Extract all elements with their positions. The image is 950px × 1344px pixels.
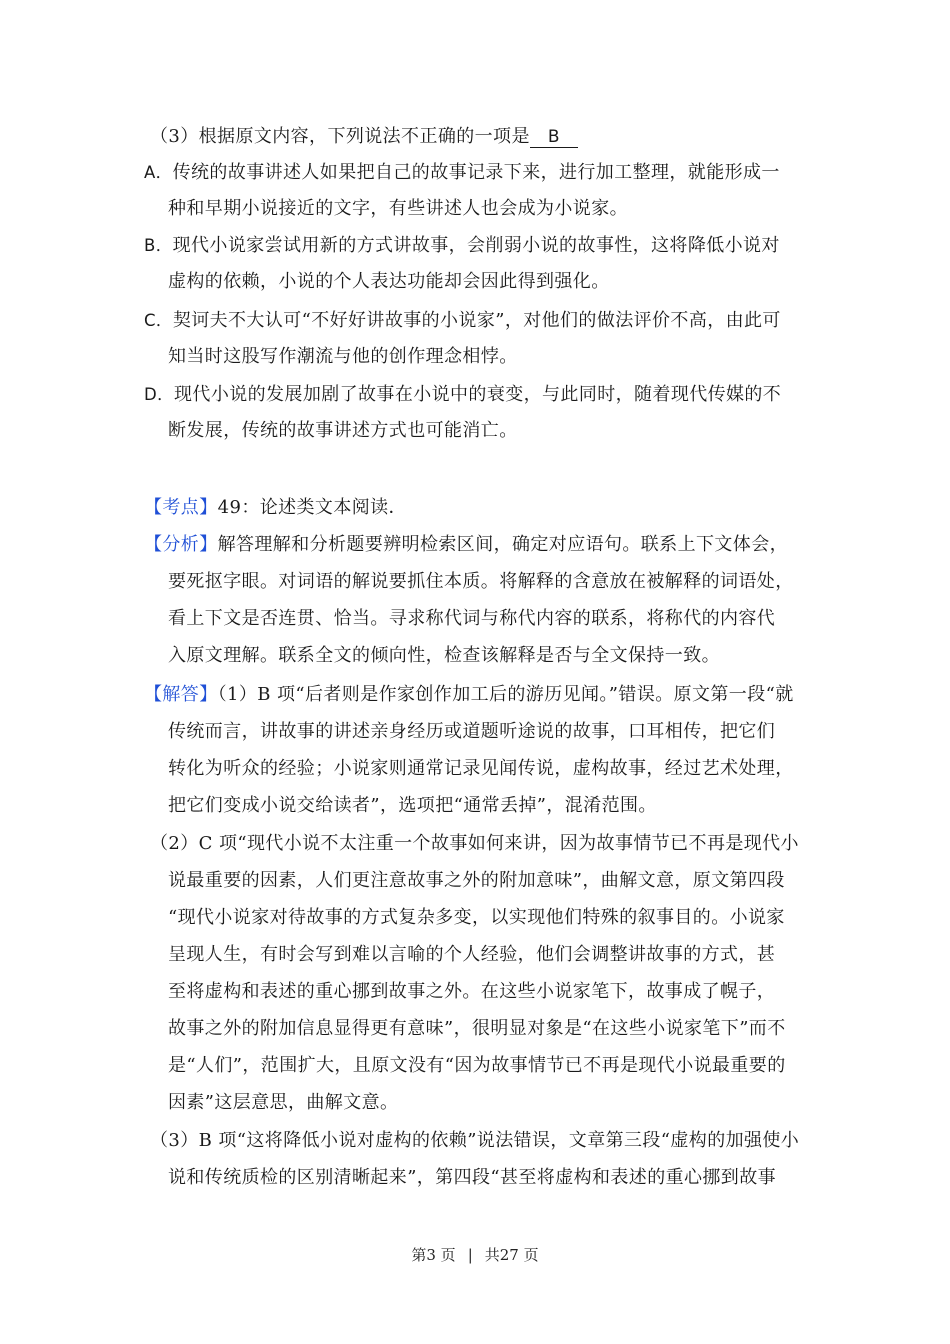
fenxi-line-3: 看上下文是否连贯、恰当。寻求称代词与称代内容的联系，将称代的内容代 <box>168 608 776 629</box>
jieda-tag: 【解答】 <box>144 684 218 705</box>
option-d-line-1: D．现代小说的发展加剧了故事在小说中的衰变，与此同时，随着现代传媒的不 <box>144 384 782 405</box>
option-a-line-2: 种和早期小说接近的文字，有些讲述人也会成为小说家。 <box>168 198 628 219</box>
jieda-p3-line-2: 说和传统质检的区别清晰起来”，第四段“甚至将虚构和表述的重心挪到故事 <box>168 1167 777 1188</box>
jieda-p2-line-3: “现代小说家对待故事的方式复杂多变，以实现他们特殊的叙事目的。小说家 <box>168 907 785 928</box>
fenxi-line-2: 要死抠字眼。对词语的解说要抓住本质。将解释的含意放在被解释的词语处， <box>168 571 794 592</box>
jieda-p2-line-8: 因素”这层意思，曲解文意。 <box>168 1092 399 1113</box>
question-3-stem <box>150 125 578 149</box>
footer-separator: | <box>467 1246 473 1264</box>
option-c-line-1: C．契诃夫不大认可“不好好讲故事的小说家”，对他们的做法评价不高，由此可 <box>144 310 781 331</box>
option-b-line-1: B．现代小说家尝试用新的方式讲故事，会削弱小说的故事性，这将降低小说对 <box>144 235 780 256</box>
option-d-line-2: 断发展，传统的故事讲述方式也可能消亡。 <box>168 420 518 441</box>
kaodian-tag: 【考点】 <box>144 497 218 518</box>
option-b-letter: B． <box>144 236 173 255</box>
option-c-letter: C． <box>144 311 173 330</box>
option-b-line-2: 虚构的依赖，小说的个人表达功能却会因此得到强化。 <box>168 271 610 292</box>
question-3-stem-text: （3）根据原文内容，下列说法不正确的一项是 <box>150 126 530 147</box>
jieda-p3-line-1: （3）B 项“这将降低小说对虚构的依赖”说法错误，文章第三段“虚构的加强使小 <box>150 1130 800 1151</box>
answer-blank: B <box>530 127 578 148</box>
jieda-p1-line-3: 转化为听众的经验；小说家则通常记录见闻传说，虚构故事，经过艺术处理， <box>168 758 794 779</box>
jieda-p1-line-2: 传统而言，讲故事的讲述亲身经历或道题听途说的故事，口耳相传，把它们 <box>168 721 776 742</box>
jieda-p2-line-5: 至将虚构和表述的重心挪到故事之外。在这些小说家笔下，故事成了幌子， <box>168 981 776 1002</box>
page-total: 共27 页 <box>484 1246 539 1264</box>
jieda-p2-line-1: （2）C 项“现代小说不太注重一个故事如何来讲，因为故事情节已不再是现代小 <box>150 833 799 854</box>
option-a-line-1: A．传统的故事讲述人如果把自己的故事记录下来，进行加工整理，就能形成一 <box>144 162 780 183</box>
page-footer <box>0 1245 950 1265</box>
option-c-line-2: 知当时这股写作潮流与他的创作理念相悖。 <box>168 346 518 367</box>
fenxi-line-4: 入原文理解。联系全文的倾向性，检查该解释是否与全文保持一致。 <box>168 645 720 666</box>
jieda-line-1: 【解答】（1）B 项“后者则是作家创作加工后的游历见闻。”错误。原文第一段“就 <box>144 684 794 705</box>
kaodian-section <box>144 496 407 520</box>
jieda-p2-line-4: 呈现人生，有时会写到难以言喻的个人经验，他们会调整讲故事的方式，甚 <box>168 944 776 965</box>
fenxi-line-1: 【分析】解答理解和分析题要辨明检索区间，确定对应语句。联系上下文体会， <box>144 534 789 555</box>
kaodian-text: 49：论述类文本阅读． <box>217 497 407 518</box>
option-d-letter: D． <box>144 385 175 404</box>
option-a-letter: A． <box>144 163 173 182</box>
page-number: 第3 页 <box>411 1246 456 1264</box>
fenxi-tag: 【分析】 <box>144 534 218 555</box>
jieda-p2-line-7: 是“人们”，范围扩大，且原文没有“因为故事情节已不再是现代小说最重要的 <box>168 1055 786 1076</box>
jieda-p2-line-6: 故事之外的附加信息显得更有意味”，很明显对象是“在这些小说家笔下”而不 <box>168 1018 786 1039</box>
jieda-p1-line-4: 把它们变成小说交给读者”，选项把“通常丢掉”，混淆范围。 <box>168 795 657 816</box>
jieda-p2-line-2: 说最重要的因素，人们更注意故事之外的附加意味”，曲解文意，原文第四段 <box>168 870 785 891</box>
